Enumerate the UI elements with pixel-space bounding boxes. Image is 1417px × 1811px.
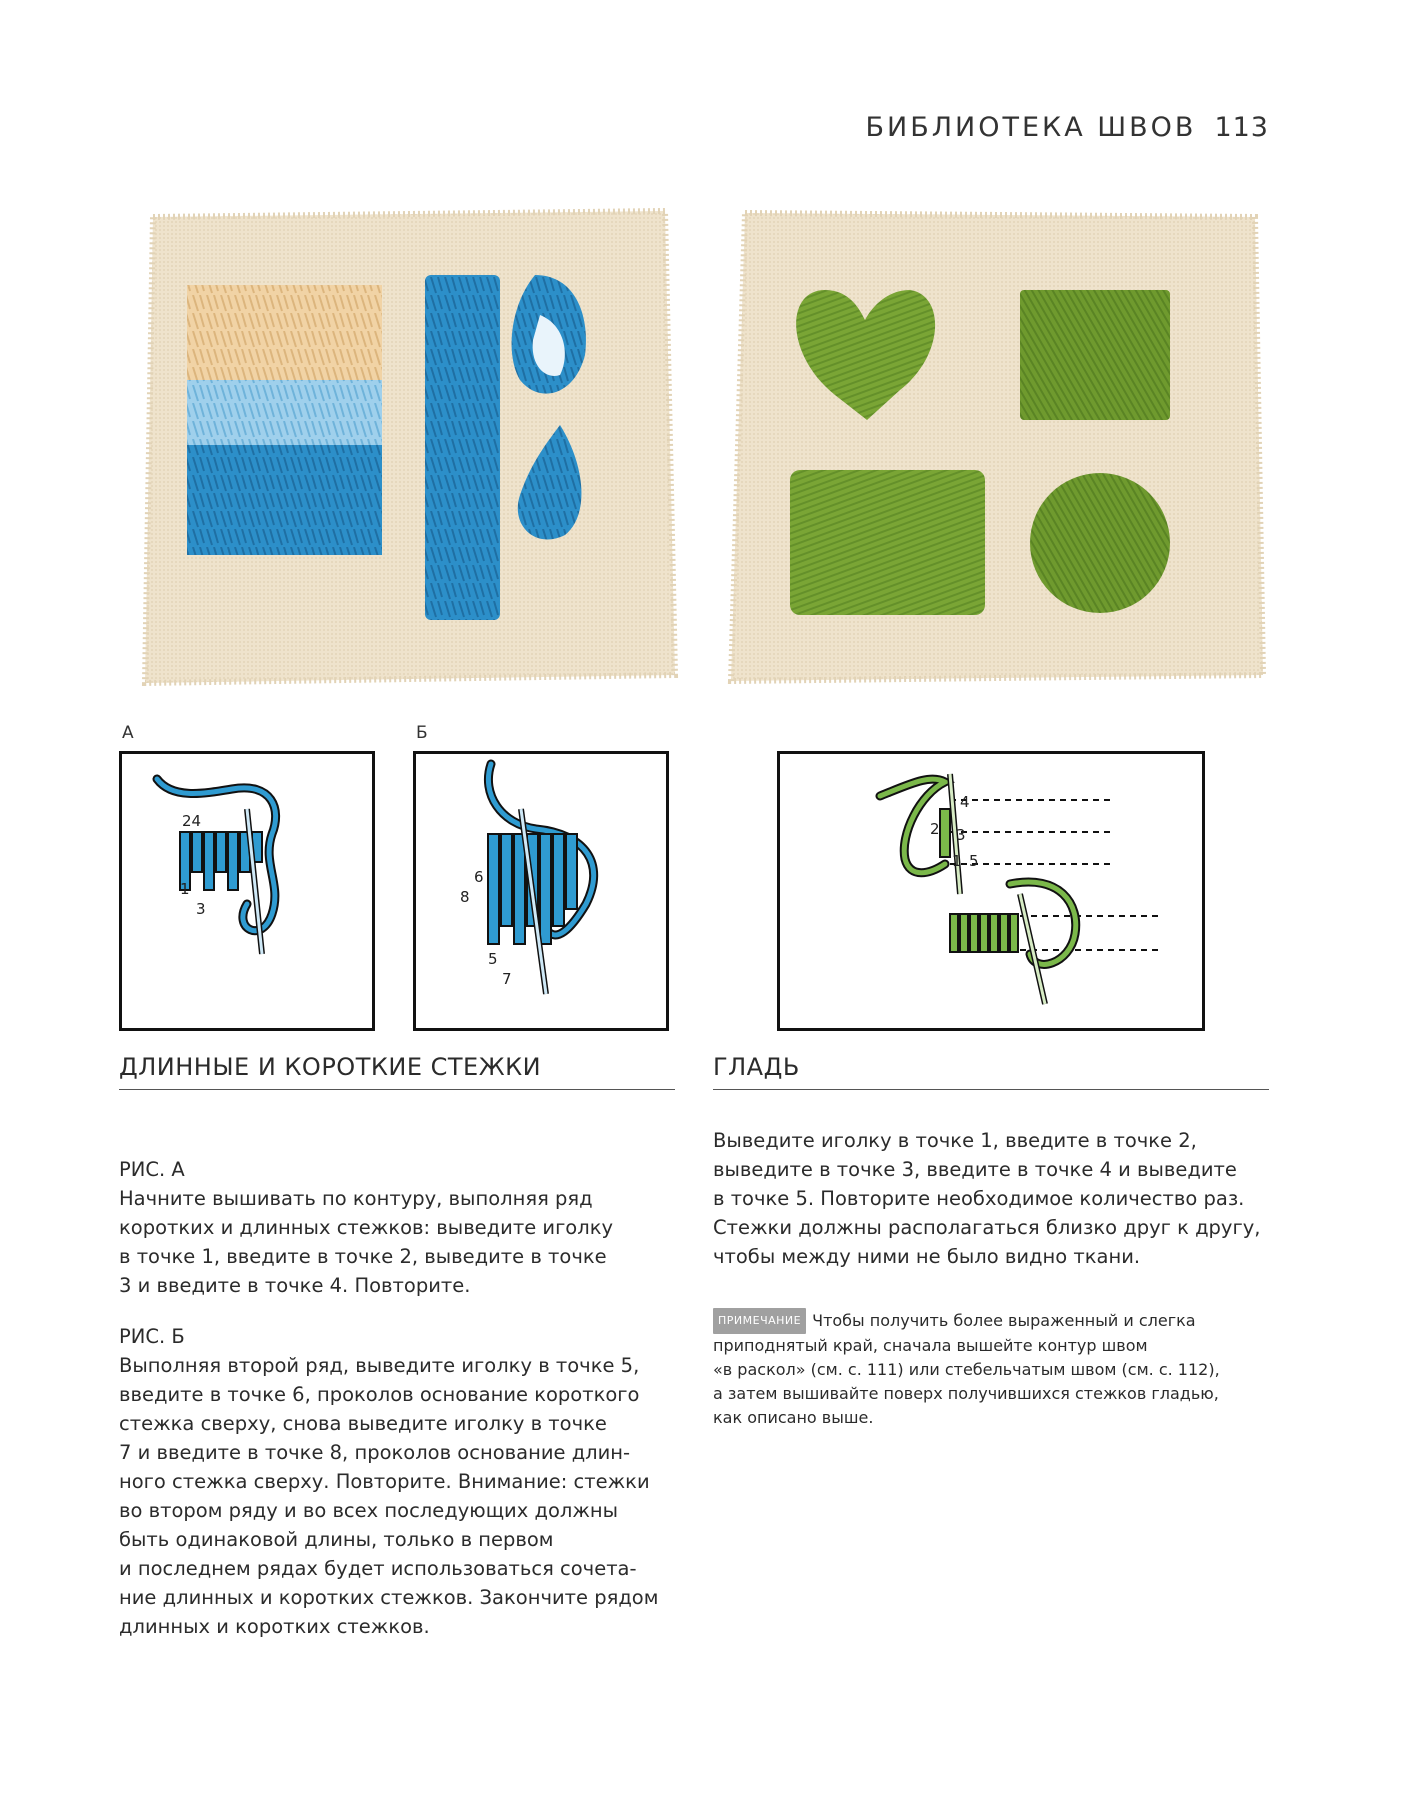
long-short-stitch-sample-photo — [135, 205, 680, 690]
diagram-satin — [777, 751, 1205, 1031]
fig-b-line: стежка сверху, снова выведите иголку в точке — [119, 1412, 607, 1435]
satin-stitch-sample-photo — [725, 205, 1270, 690]
diagram-satin-number-3: 1 — [952, 852, 962, 870]
diagram-a — [119, 751, 375, 1031]
note-line: а затем вышивайте поверх получившихся стежков гладью, — [713, 1384, 1219, 1403]
satin-line: в точке 5. Повторите необходимое количество раз. — [713, 1187, 1245, 1210]
fig-b-line: быть одинаковой длины, только в первом — [119, 1528, 554, 1551]
satin-instructions — [713, 1126, 1283, 1271]
figure-label-a: А — [122, 723, 134, 743]
long-short-stitch-title: ДЛИННЫЕ И КОРОТКИЕ СТЕЖКИ — [119, 1053, 675, 1090]
diagram-satin-number-4: 5 — [969, 852, 979, 870]
fig-a-line: 3 и введите в точке 4. Повторите. — [119, 1274, 471, 1297]
diagram-satin-number-0: 4 — [960, 793, 970, 811]
satin-note — [713, 1308, 1293, 1430]
diagram-b — [413, 751, 669, 1031]
note-line: приподнятый край, сначала вышейте контур швом — [713, 1336, 1148, 1355]
fig-b-line: и последнем рядах будет использоваться сочета- — [119, 1557, 637, 1580]
note-line: «в раскол» (см. с. 111) или стебельчатым швом (см. с. 112), — [713, 1360, 1220, 1379]
fig-b-line: длинных и коротких стежков. — [119, 1615, 430, 1638]
fig-a-line: коротких и длинных стежков: выведите иголку — [119, 1216, 614, 1239]
figure-label-b: Б — [416, 723, 428, 743]
diagram-satin-number-1: 2 — [930, 820, 940, 838]
satin-line: выведите в точке 3, введите в точке 4 и выведите — [713, 1158, 1237, 1181]
diagram-satin-number-2: 3 — [956, 826, 966, 844]
fig-a-heading: РИС. А — [119, 1158, 185, 1181]
note-first-line — [713, 1308, 1293, 1334]
note-badge: ПРИМЕЧАНИЕ — [713, 1308, 806, 1334]
satin-line: чтобы между ними не было видно ткани. — [713, 1245, 1141, 1268]
fig-b-line: введите в точке 6, проколов основание короткого — [119, 1383, 640, 1406]
fig-a-text — [119, 1155, 689, 1300]
note-line: как описано выше. — [713, 1408, 874, 1427]
fig-b-line: 7 и введите в точке 8, проколов основание длин- — [119, 1441, 631, 1464]
satin-line: Стежки должны располагаться близко друг к другу, — [713, 1216, 1261, 1239]
page-number: 113 — [1214, 112, 1269, 143]
fig-b-heading: РИС. Б — [119, 1325, 185, 1348]
fig-b-text — [119, 1322, 689, 1641]
fig-b-line: Выполняя второй ряд, выведите иголку в точке 5, — [119, 1354, 640, 1377]
diagram-b-number-1: 8 — [460, 888, 470, 906]
diagram-b-number-2: 5 — [488, 950, 498, 968]
diagram-b-number-0: 6 — [474, 868, 484, 886]
header-title: БИБЛИОТЕКА ШВОВ — [865, 112, 1197, 143]
diagram-a-number-2: 3 — [196, 900, 206, 918]
fig-a-line: в точке 1, введите в точке 2, выведите в точке — [119, 1245, 607, 1268]
fig-a-line: Начните вышивать по контуру, выполняя ряд — [119, 1187, 593, 1210]
satin-stitch-title: ГЛАДЬ — [713, 1053, 1269, 1090]
fig-b-line: ние длинных и коротких стежков. Закончите рядом — [119, 1586, 659, 1609]
fig-b-line: ного стежка сверху. Повторите. Внимание: стежки — [119, 1470, 650, 1493]
diagram-a-number-0: 24 — [182, 812, 202, 830]
satin-line: Выведите иголку в точке 1, введите в точке 2, — [713, 1129, 1197, 1152]
note-line: Чтобы получить более выраженный и слегка — [812, 1311, 1196, 1330]
running-header — [866, 112, 1270, 143]
diagram-a-number-1: 1 — [180, 880, 190, 898]
diagram-b-number-3: 7 — [502, 970, 512, 988]
fig-b-line: во втором ряду и во всех последующих должны — [119, 1499, 619, 1522]
